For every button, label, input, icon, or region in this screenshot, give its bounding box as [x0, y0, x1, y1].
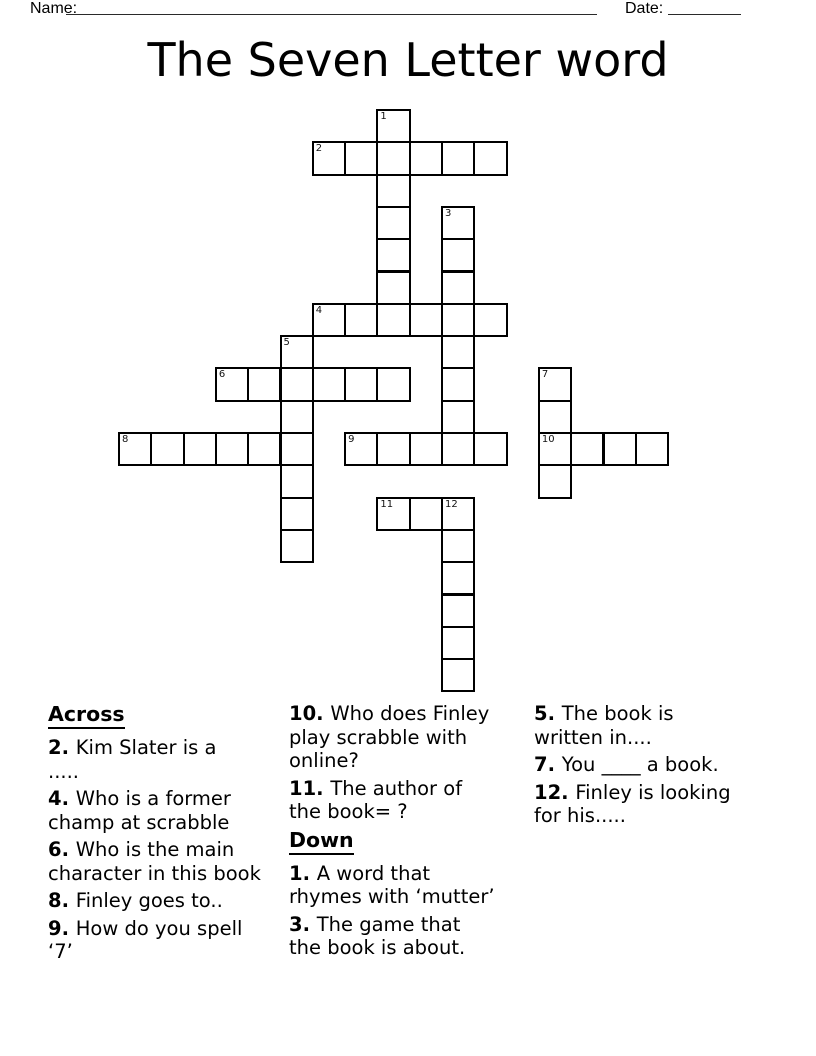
grid-cell — [215, 432, 249, 466]
grid-cell — [376, 271, 410, 305]
clue-number-marker: 7 — [541, 369, 549, 381]
clue-number-marker: 2 — [315, 143, 323, 155]
grid-cell — [473, 432, 507, 466]
grid-cell — [409, 497, 443, 531]
grid-cell — [409, 141, 443, 175]
clue-number: 2. — [48, 736, 76, 759]
grid-cell — [376, 141, 410, 175]
clue-number-marker: 1 — [380, 111, 387, 122]
grid-cell — [603, 432, 637, 466]
grid-cell — [344, 432, 378, 466]
grid-cell — [409, 303, 443, 337]
clue-number-marker: 8 — [122, 434, 129, 445]
clues-column-middle — [289, 702, 531, 964]
grid-cell — [473, 303, 507, 337]
clue-item: 7. You ____ a book. — [534, 753, 719, 776]
clue-item: 6. Who is the main character in this book — [48, 838, 261, 885]
grid-cell — [441, 561, 475, 595]
clue-number-marker: 12 — [445, 498, 458, 510]
grid-cell — [247, 432, 281, 466]
grid-cell — [118, 432, 152, 466]
clue-item: 2. Kim Slater is a ..... — [48, 736, 217, 783]
grid-cell — [409, 432, 443, 466]
name-blank-line — [66, 0, 597, 15]
grid-cell — [344, 141, 378, 175]
clues-column-left — [48, 702, 290, 968]
clue-number-marker: 3 — [445, 207, 452, 219]
date-blank-line — [668, 0, 741, 15]
clues-column-right — [534, 702, 778, 832]
clue-number-marker: 11 — [380, 498, 394, 510]
clue-number: 7. — [534, 753, 562, 776]
grid-cell — [280, 335, 314, 369]
grid-cell — [150, 432, 184, 466]
clue-number: 5. — [534, 702, 562, 725]
clue-item: 10. Who does Finley play scrabble with online? — [289, 702, 490, 772]
grid-cell — [538, 432, 572, 466]
grid-cell — [280, 497, 314, 531]
grid-cell — [280, 400, 314, 434]
date-label: Date: — [625, 0, 664, 17]
clue-number-marker: 6 — [218, 369, 226, 381]
grid-cell — [538, 400, 572, 434]
grid-cell — [376, 109, 410, 143]
grid-cell — [441, 367, 475, 401]
grid-cell — [441, 497, 475, 531]
grid-cell — [538, 367, 572, 401]
clues-heading-down: Down — [289, 828, 531, 855]
clue-number: 9. — [48, 916, 76, 940]
grid-cell — [441, 400, 475, 434]
grid-cell — [280, 464, 314, 498]
clue-item: 8. Finley goes to.. — [48, 889, 223, 912]
clue-item: 9. How do you spell ‘7’ — [48, 916, 243, 963]
name-label: Name: — [30, 0, 78, 17]
grid-cell — [376, 238, 410, 272]
grid-cell — [280, 529, 314, 563]
grid-cell — [441, 432, 475, 466]
grid-cell — [441, 271, 475, 305]
grid-cell — [441, 335, 475, 369]
clue-item: 11. The author of the book= ? — [289, 776, 463, 823]
clue-number: 12. — [534, 780, 576, 804]
grid-cell — [376, 367, 410, 401]
grid-cell — [344, 303, 378, 337]
grid-cell — [441, 206, 475, 240]
grid-cell — [570, 432, 604, 466]
grid-cell — [215, 367, 249, 401]
grid-cell — [376, 174, 410, 208]
grid-cell — [441, 658, 475, 692]
clue-number-marker: 4 — [315, 304, 323, 316]
grid-cell — [441, 141, 475, 175]
page-title: The Seven Letter word — [147, 33, 669, 87]
grid-cell — [312, 141, 346, 175]
grid-cell — [473, 141, 507, 175]
clue-item: 12. Finley is looking for his..... — [534, 780, 731, 827]
clue-number-marker: 9 — [348, 434, 355, 445]
grid-cell — [344, 367, 378, 401]
clue-number: 6. — [48, 838, 76, 861]
grid-cell — [376, 303, 410, 337]
clue-number: 4. — [48, 787, 76, 810]
grid-cell — [441, 529, 475, 563]
clue-number: 8. — [48, 889, 76, 912]
grid-cell — [280, 432, 314, 466]
grid-cell — [376, 206, 410, 240]
grid-cell — [441, 594, 475, 628]
grid-cell — [312, 303, 346, 337]
clue-item: 4. Who is a former champ at scrabble — [48, 787, 231, 834]
clue-item: 1. A word that rhymes with ‘mutter’ — [289, 861, 495, 908]
clue-number: 3. — [289, 912, 317, 936]
clue-number-marker: 5 — [283, 337, 290, 349]
grid-cell — [635, 432, 669, 466]
clue-number: 10. — [289, 702, 331, 725]
grid-cell — [312, 367, 346, 401]
clue-item: 3. The game that the book is about. — [289, 912, 466, 959]
grid-cell — [441, 303, 475, 337]
grid-cell — [376, 432, 410, 466]
grid-cell — [441, 238, 475, 272]
grid-cell — [441, 626, 475, 660]
clues-heading-across: Across — [48, 702, 290, 729]
grid-cell — [376, 497, 410, 531]
clue-number-marker: 10 — [541, 434, 555, 445]
grid-cell — [280, 367, 314, 401]
grid-cell — [247, 367, 281, 401]
clue-number: 11. — [289, 776, 331, 800]
grid-cell — [538, 464, 572, 498]
clue-number: 1. — [289, 861, 317, 885]
clue-item: 5. The book is written in.... — [534, 702, 674, 749]
grid-cell — [183, 432, 217, 466]
